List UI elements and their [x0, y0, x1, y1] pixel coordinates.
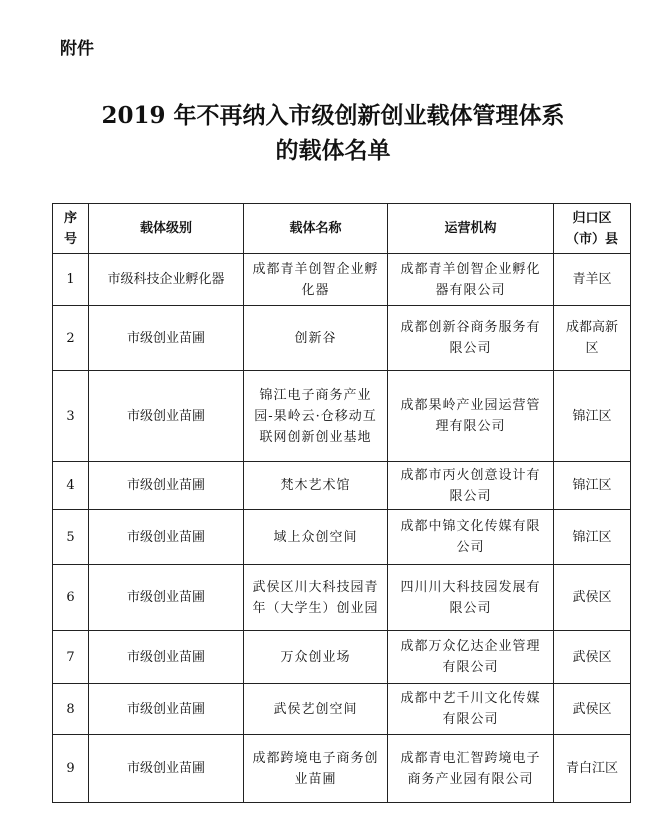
carrier-level: 市级创业苗圃 — [89, 462, 244, 510]
carrier-name: 锦江电子商务产业园-果岭云·仓移动互联网创新创业基地 — [244, 371, 388, 462]
carrier-name: 万众创业场 — [244, 631, 388, 684]
row-number: 7 — [53, 631, 89, 684]
table-row — [53, 306, 631, 371]
table-row — [53, 254, 631, 306]
table-row — [53, 462, 631, 510]
district: 锦江区 — [554, 510, 631, 565]
operating-org: 成都中艺千川文化传媒有限公司 — [388, 684, 554, 735]
district: 武侯区 — [554, 684, 631, 735]
row-number: 3 — [53, 371, 89, 462]
carrier-name: 成都跨境电子商务创业苗圃 — [244, 735, 388, 803]
carrier-level: 市级创业苗圃 — [89, 735, 244, 803]
operating-org: 成都创新谷商务服务有限公司 — [388, 306, 554, 371]
carrier-name: 成都青羊创智企业孵化器 — [244, 254, 388, 306]
row-number: 2 — [53, 306, 89, 371]
district: 武侯区 — [554, 631, 631, 684]
carrier-level: 市级创业苗圃 — [89, 684, 244, 735]
table-row — [53, 684, 631, 735]
table-header-row — [53, 204, 631, 254]
row-number: 8 — [53, 684, 89, 735]
row-number: 5 — [53, 510, 89, 565]
column-header-org: 运营机构 — [388, 204, 554, 254]
carrier-level: 市级创业苗圃 — [89, 371, 244, 462]
district: 成都高新区 — [554, 306, 631, 371]
district: 锦江区 — [554, 371, 631, 462]
table-row — [53, 371, 631, 462]
operating-org: 成都市丙火创意设计有限公司 — [388, 462, 554, 510]
carrier-name: 梵木艺术馆 — [244, 462, 388, 510]
column-header-name: 载体名称 — [244, 204, 388, 254]
table-row — [53, 735, 631, 803]
district: 锦江区 — [554, 462, 631, 510]
carrier-name: 武侯艺创空间 — [244, 684, 388, 735]
operating-org: 成都万众亿达企业管理有限公司 — [388, 631, 554, 684]
column-header-no: 序号 — [53, 204, 89, 254]
row-number: 6 — [53, 565, 89, 631]
carrier-level: 市级创业苗圃 — [89, 565, 244, 631]
district: 武侯区 — [554, 565, 631, 631]
carrier-name: 创新谷 — [244, 306, 388, 371]
row-number: 1 — [53, 254, 89, 306]
carrier-level: 市级创业苗圃 — [89, 631, 244, 684]
column-header-level: 载体级别 — [89, 204, 244, 254]
document-title-line-2: 的载体名单 — [275, 137, 391, 164]
carrier-name: 域上众创空间 — [244, 510, 388, 565]
carrier-name: 武侯区川大科技园青年（大学生）创业园 — [244, 565, 388, 631]
table-row — [53, 631, 631, 684]
carrier-level: 市级创业苗圃 — [89, 510, 244, 565]
district: 青羊区 — [554, 254, 631, 306]
operating-org: 成都青电汇智跨境电子商务产业园有限公司 — [388, 735, 554, 803]
table-row — [53, 510, 631, 565]
operating-org: 四川川大科技园发展有限公司 — [388, 565, 554, 631]
attachment-label: 附件 — [60, 39, 94, 59]
row-number: 4 — [53, 462, 89, 510]
document-title-line-1: 2019 年不再纳入市级创新创业载体管理体系 — [101, 102, 565, 129]
carrier-level: 市级科技企业孵化器 — [89, 254, 244, 306]
table-row — [53, 565, 631, 631]
column-header-district: 归口区（市）县 — [554, 204, 631, 254]
operating-org: 成都中锦文化传媒有限公司 — [388, 510, 554, 565]
row-number: 9 — [53, 735, 89, 803]
operating-org: 成都青羊创智企业孵化器有限公司 — [388, 254, 554, 306]
carrier-level: 市级创业苗圃 — [89, 306, 244, 371]
district: 青白江区 — [554, 735, 631, 803]
operating-org: 成都果岭产业园运营管理有限公司 — [388, 371, 554, 462]
carrier-list-table — [52, 203, 631, 803]
